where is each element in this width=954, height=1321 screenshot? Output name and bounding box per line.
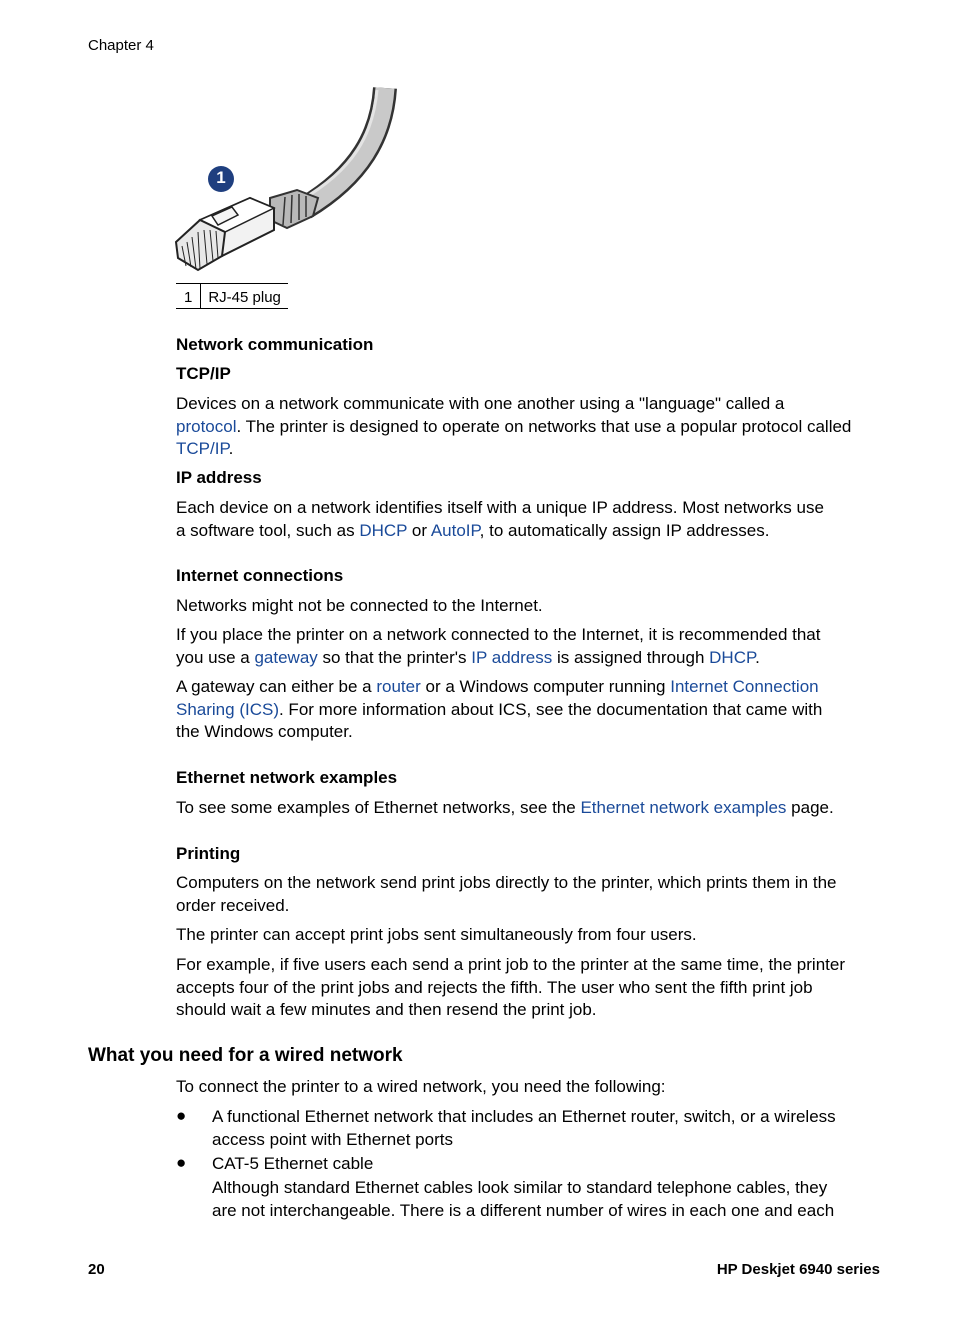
page-number: 20	[88, 1261, 105, 1278]
paragraph-wired-intro: To connect the printer to a wired network, you need the following:	[176, 1077, 666, 1096]
paragraph-tcpip: Devices on a network communicate with one another using a "language" called a protocol. The printer is designed to operate on networks that use a popular protocol called TCP/IP.	[176, 394, 852, 459]
running-head: Chapter 4	[88, 37, 154, 54]
product-name: HP Deskjet 6940 series	[716, 1261, 880, 1278]
list-item-cat5-cable: CAT-5 Ethernet cable	[212, 1154, 374, 1173]
heading-wired-network: What you need for a wired network	[88, 1045, 403, 1066]
heading-printing: Printing	[176, 844, 241, 863]
paragraph-printing-3: For example, if five users each send a print job to the printer at the same time, the printer accepts four of the print jobs and rejects the fifth. The user who sent the fifth print job should wait a few minutes and then resend the print job.	[176, 955, 845, 1020]
link-ethernet-examples[interactable]: Ethernet network examples	[580, 798, 787, 817]
figure-legend	[176, 283, 288, 309]
list-item-cat5-note: Although standard Ethernet cables look similar to standard telephone cables, they are not interchangeable. There is a different number of wires in each one and each	[212, 1178, 835, 1220]
heading-network-communication: Network communication	[176, 335, 374, 354]
heading-tcpip: TCP/IP	[176, 364, 231, 383]
bullet-2: ●	[176, 1153, 187, 1172]
callout-number: 1	[216, 168, 226, 187]
link-tcpip[interactable]: TCP/IP	[176, 439, 229, 459]
legend-number: 1	[176, 284, 201, 309]
link-ics-continued[interactable]: Sharing (ICS)	[176, 699, 279, 719]
link-protocol[interactable]: protocol	[176, 416, 237, 436]
link-dhcp-2[interactable]: DHCP	[709, 647, 756, 667]
link-autoip[interactable]: AutoIP	[430, 520, 480, 540]
rj45-plug-illustration	[170, 80, 420, 280]
link-dhcp[interactable]: DHCP	[359, 520, 408, 540]
link-router[interactable]: router	[376, 677, 421, 696]
paragraph-printing-2: The printer can accept print jobs sent simultaneously from four users.	[176, 925, 697, 944]
paragraph-internet-3: A gateway can either be a router or a Windows computer running Internet Connection Sharing (ICS). For more information about ICS, see the documentation that came with the Windows computer.	[176, 677, 823, 742]
link-gateway[interactable]: gateway	[254, 647, 318, 667]
paragraph-internet-2: If you place the printer on a network connected to the Internet, it is recommended that you use a gateway so that the printer's IP address is assigned through DHCP.	[176, 625, 821, 667]
list-item-ethernet-network: A functional Ethernet network that includes an Ethernet router, switch, or a wireless access point with Ethernet ports	[212, 1107, 836, 1149]
paragraph-ethernet-examples: To see some examples of Ethernet networks, see the Ethernet network examples page.	[176, 798, 834, 817]
heading-internet-connections: Internet connections	[176, 566, 344, 585]
paragraph-printing-1: Computers on the network send print jobs directly to the printer, which prints them in the order received.	[176, 873, 837, 915]
heading-ip-address: IP address	[176, 468, 262, 487]
link-ics[interactable]: Internet Connection	[670, 677, 819, 696]
legend-label: RJ-45 plug	[201, 284, 288, 309]
link-ip-address[interactable]: IP address	[471, 647, 553, 667]
heading-ethernet-examples: Ethernet network examples	[176, 768, 398, 787]
paragraph-ip-address: Each device on a network identifies itself with a unique IP address. Most networks use a software tool, such as DHCP or AutoIP, to automatically assign IP addresses.	[176, 498, 824, 540]
paragraph-internet-1: Networks might not be connected to the Internet.	[176, 596, 543, 615]
bullet-1: ●	[176, 1106, 187, 1125]
